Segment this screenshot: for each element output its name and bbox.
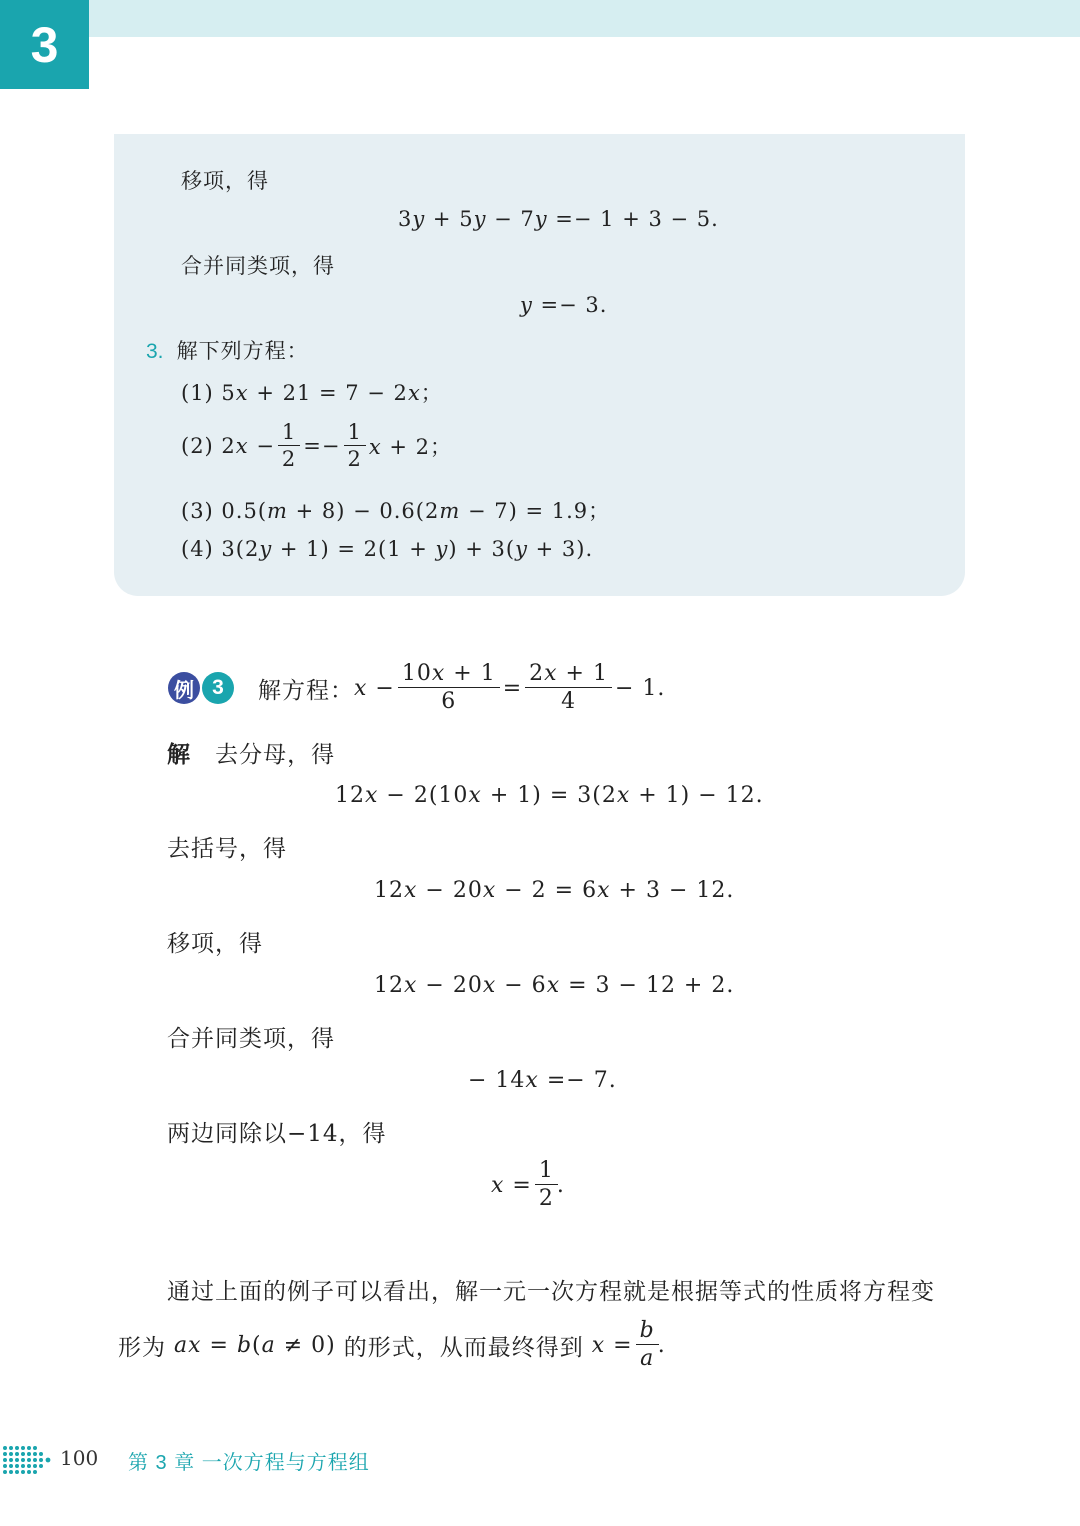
- exercise-header: [146, 335, 309, 365]
- header-band: [89, 0, 1080, 37]
- chapter-number: 3: [30, 16, 59, 73]
- solution-label: 解: [167, 741, 190, 768]
- exercise-number: 3.: [146, 340, 164, 363]
- chapter-number-tab: [0, 0, 89, 89]
- equation-denominator: 12x − 2(10x + 1) = 3(2x + 1) − 12.: [335, 783, 764, 808]
- summary-result: x = $\frac{b}{a}$ .: [591, 1318, 666, 1372]
- exercise-item-3: (3) 0.5(m + 8) − 0.6(2m − 7) = 1.9；: [181, 499, 611, 523]
- footer-chapter-title: 第 3 章 一次方程与方程组: [128, 1452, 370, 1474]
- summary-middle: 的形式，从而最终得到: [343, 1334, 584, 1361]
- step-text-combine: 合并同类项，得: [181, 254, 335, 278]
- equation-combine-like: − 14x =− 7.: [468, 1068, 617, 1093]
- equation-combine: y =− 3.: [520, 293, 608, 317]
- exercise-prompt: 解下列方程：: [176, 339, 309, 363]
- equation-brackets: 12x − 20x − 2 = 6x + 3 − 12.: [374, 878, 735, 903]
- example-badge-char: 例: [168, 672, 200, 704]
- exercise-box: [114, 134, 965, 596]
- example-badge-number: 3: [202, 672, 234, 704]
- step-text-move: 移项，得: [181, 169, 269, 193]
- footer-dots-icon: [2, 1442, 52, 1478]
- equation-move: 3y + 5y − 7y =− 1 + 3 − 5.: [398, 207, 719, 231]
- equation-move-terms: 12x − 20x − 6x = 3 − 12 + 2.: [374, 973, 735, 998]
- example-equation: x − $\frac{10x + 1}{6}$ = $\frac{2x + 1}{4}$ − 1.: [354, 661, 666, 715]
- summary-line-1: 通过上面的例子可以看出，解一元一次方程就是根据等式的性质将方程变: [167, 1279, 935, 1305]
- example-heading: [168, 661, 665, 716]
- solution-line-1: [167, 736, 335, 769]
- step-text-move-terms: 移项，得: [167, 931, 263, 957]
- equation-result: x = $\frac{1}{2}$ .: [491, 1158, 565, 1212]
- summary-line-2: [118, 1318, 666, 1373]
- step-text-divide: 两边同除以−14，得: [167, 1121, 387, 1147]
- exercise-item-4: (4) 3(2y + 1) = 2(1 + y) + 3(y + 3).: [181, 537, 594, 561]
- example-prompt: 解方程：: [258, 677, 354, 704]
- step-text-brackets: 去括号，得: [167, 836, 287, 862]
- exercise-item-2: (2) 2x − $\frac{1}{2}$ =− $\frac{1}{2}$ x + 2；: [181, 420, 453, 472]
- exercise-item-1: (1) 5x + 21 = 7 − 2x；: [181, 381, 443, 405]
- summary-prefix: 形为: [118, 1334, 166, 1361]
- summary-formula: ax = b(a ≠ 0): [174, 1332, 336, 1358]
- page-number: 100: [60, 1446, 99, 1470]
- step-text-combine-like: 合并同类项，得: [167, 1026, 335, 1052]
- step-text-denominator: 去分母，得: [215, 742, 336, 768]
